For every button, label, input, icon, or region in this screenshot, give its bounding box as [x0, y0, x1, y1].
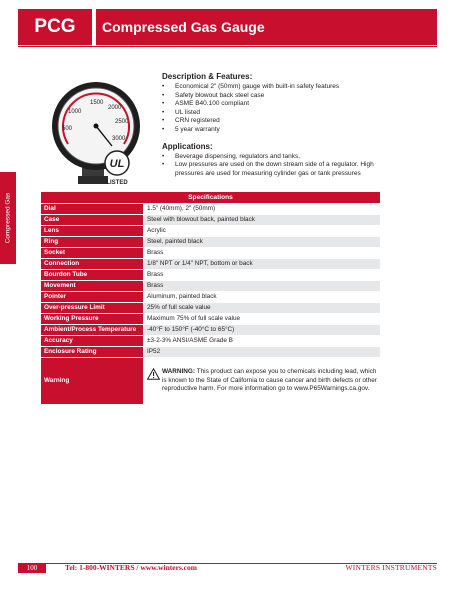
specifications-table	[40, 191, 381, 405]
application-item: • Low pressures are used on the down stream side of a regulator. High pressures are used for measuring cylinder gas or tank pressures	[162, 161, 392, 178]
spec-row	[41, 336, 381, 347]
gauge-dial-number: 1500	[90, 100, 104, 106]
feature-item: • CRN registered	[162, 117, 392, 126]
ul-logo-letters: UL	[109, 158, 125, 170]
page-title: Compressed Gas Gauge	[96, 9, 437, 45]
spec-value: Brass	[144, 270, 381, 281]
spec-value: 25% of full scale value	[144, 303, 381, 314]
spec-row	[41, 347, 381, 358]
spec-value: IP52	[144, 347, 381, 358]
feature-item: • ASME B40.100 compliant	[162, 100, 392, 109]
spec-label: Over-pressure Limit	[41, 303, 144, 314]
spec-value: Brass	[144, 281, 381, 292]
header-divider	[18, 46, 437, 47]
gauge-dial-number: 2500	[115, 119, 129, 125]
feature-list	[162, 83, 392, 135]
spec-row	[41, 281, 381, 292]
spec-label: Movement	[41, 281, 144, 292]
spec-label: Enclosure Rating	[41, 347, 144, 358]
description-section	[162, 72, 392, 178]
spec-row	[41, 215, 381, 226]
application-item: • Beverage dispensing, regulators and tanks.	[162, 153, 392, 162]
spec-label: Dial	[41, 204, 144, 215]
spec-label: Accuracy	[41, 336, 144, 347]
warning-label: Warning	[41, 358, 144, 405]
spec-label: Lens	[41, 226, 144, 237]
spec-value: ±3-2-3% ANSI/ASME Grade B	[144, 336, 381, 347]
page-number: 100	[18, 563, 46, 573]
feature-item: • UL listed	[162, 109, 392, 118]
spec-value: Brass	[144, 248, 381, 259]
gauge-dial-number: 2000	[108, 105, 122, 111]
spec-value: 1/8" NPT or 1/4" NPT, bottom or back	[144, 259, 381, 270]
spec-row	[41, 237, 381, 248]
gauge-product-image	[38, 80, 154, 190]
applications-list	[162, 153, 392, 179]
feature-item: • Economical 2" (50mm) gauge with built-in safety features	[162, 83, 392, 92]
spec-value: Steel, painted black	[144, 237, 381, 248]
spec-row	[41, 204, 381, 215]
spec-label: Bourdon Tube	[41, 270, 144, 281]
warning-cell	[144, 358, 381, 405]
spec-row	[41, 270, 381, 281]
feature-item: • Safety blowout back steel case	[162, 92, 392, 101]
spec-row	[41, 325, 381, 336]
gauge-dial-number: 500	[62, 126, 73, 132]
spec-value: Acrylic	[144, 226, 381, 237]
spec-label: Connection	[41, 259, 144, 270]
spec-label: Ring	[41, 237, 144, 248]
spec-value: Maximum 75% of full scale value	[144, 314, 381, 325]
spec-row	[41, 303, 381, 314]
spec-row	[41, 248, 381, 259]
spec-value: Steel with blowout back, painted black	[144, 215, 381, 226]
spec-label: Socket	[41, 248, 144, 259]
gauge-dial-number: 1000	[68, 109, 82, 115]
spec-row	[41, 314, 381, 325]
spec-row	[41, 259, 381, 270]
spec-value: -40°F to 150°F (-40°C to 65°C)	[144, 325, 381, 336]
ul-logo-listed: LISTED	[106, 180, 128, 186]
footer-contact: Tel: 1-800-WINTERS / www.winters.com	[65, 563, 198, 572]
spec-row	[41, 292, 381, 303]
specifications-header: Specifications	[41, 192, 381, 204]
warning-content	[147, 368, 377, 393]
spec-row	[41, 226, 381, 237]
section-side-tab-label: Compressed Gas	[4, 192, 12, 244]
section-side-tab	[0, 172, 16, 264]
warning-text: This product can expose you to chemicals including lead, which is known to the State of California to cause cancer and birth defects or other reproductive harm. For more information go to www.P65Warnings.ca.gov.	[162, 368, 377, 393]
description-heading: Description & Features:	[162, 72, 253, 81]
warning-triangle-icon	[147, 368, 160, 380]
warning-title: WARNING:	[162, 368, 196, 376]
warning-row	[41, 358, 381, 405]
spec-value: Aluminum, painted black	[144, 292, 381, 303]
ul-listed-logo	[104, 150, 130, 194]
product-code: PCG	[18, 9, 92, 45]
spec-value: 1.5" (40mm), 2" (50mm)	[144, 204, 381, 215]
spec-label: Case	[41, 215, 144, 226]
gauge-pointer-hub	[94, 124, 99, 129]
gauge-dial-number: 3000	[112, 136, 126, 142]
spec-label: Working Pressure	[41, 314, 144, 325]
applications-heading: Applications:	[162, 141, 213, 151]
feature-item: • 5 year warranty	[162, 126, 392, 135]
footer-brand: WINTERS INSTRUMENTS	[345, 563, 437, 572]
spec-label: Pointer	[41, 292, 144, 303]
spec-label: Ambient/Process Temperature	[41, 325, 144, 336]
